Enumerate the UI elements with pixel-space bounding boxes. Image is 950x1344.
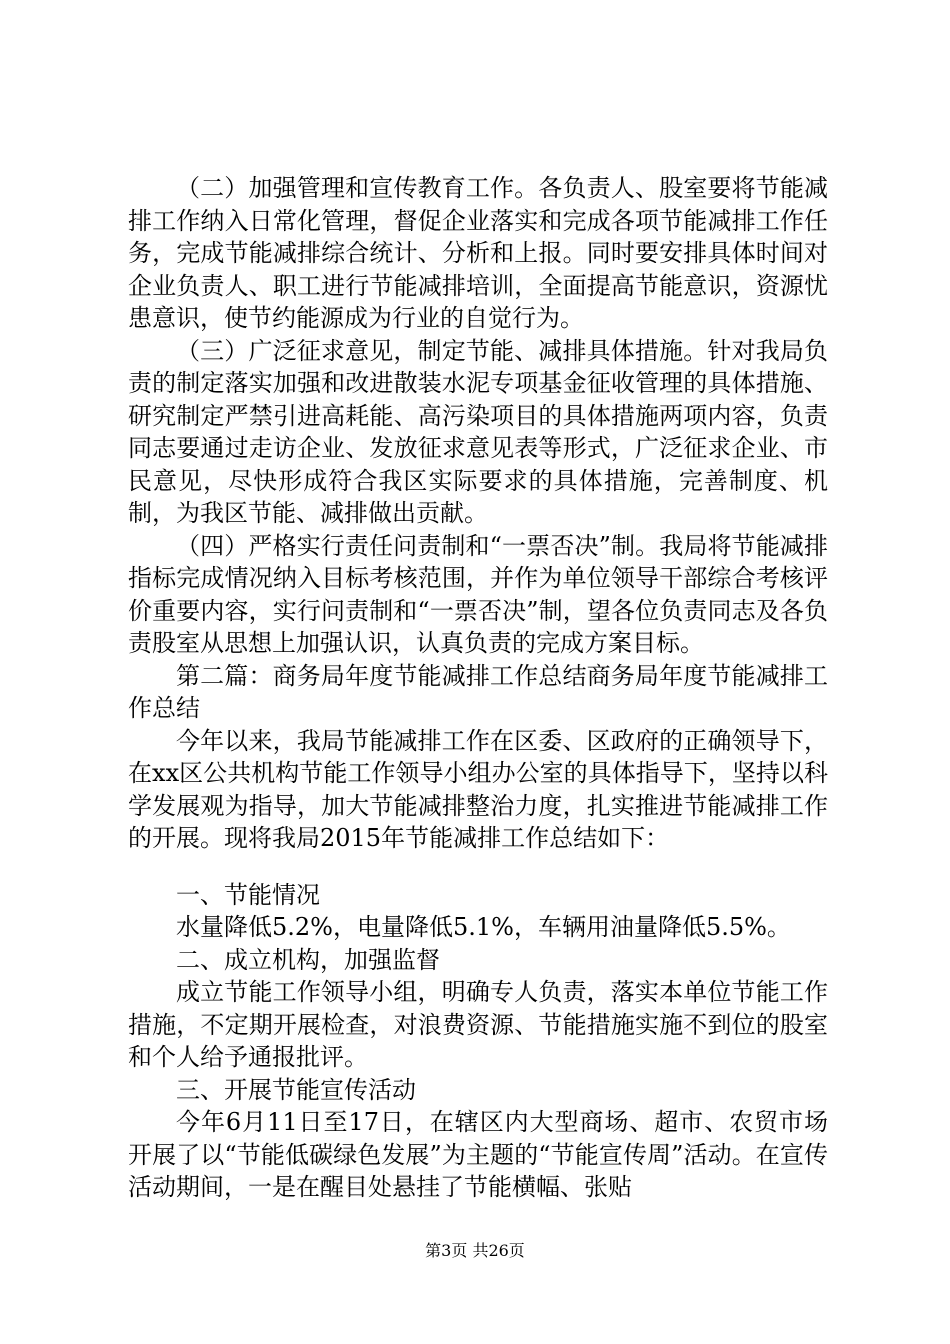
paragraph-introduction: 今年以来，我局节能减排工作在区委、区政府的正确领导下，在xx区公共机构节能工作领导小组办公室的具体指导下，坚持以科学发展观为指导，加大节能减排整治力度，扎实推进节能减排工作的开展。现将我局2015年节能减排工作总结如下：	[128, 726, 828, 852]
section-heading-second-article: 第二篇：商务局年度节能减排工作总结商务局年度节能减排工作总结	[128, 661, 828, 722]
paragraph-organization: 成立节能工作领导小组，明确专人负责，落实本单位节能工作措施，不定期开展检查，对浪费资源、节能措施实施不到位的股室和个人给予通报批评。	[128, 978, 828, 1071]
heading-establish-organization: 二、成立机构，加强监督	[176, 945, 440, 974]
heading-energy-saving: 一、节能情况	[176, 880, 320, 909]
page-footer	[0, 1240, 950, 1262]
paragraph-energy-figures: 水量降低5.2%，电量降低5.1%，车辆用油量降低5.5%。	[176, 913, 791, 941]
paragraph-accountability: （四）严格实行责任问责制和“一票否决”制。我局将节能减排指标完成情况纳入目标考核范围，并作为单位领导干部综合考核评价重要内容，实行问责制和“一票否决”制，望各位负责同志及各负责股室从思想上加强认识，认真负责的完成方案目标。	[128, 531, 828, 657]
paragraph-publicity-week: 今年6月11日至17日，在辖区内大型商场、超市、农贸市场开展了以“节能低碳绿色发展”为主题的“节能宣传周”活动。在宣传活动期间，一是在醒目处悬挂了节能横幅、张贴	[128, 1108, 828, 1201]
paragraph-management-education: （二）加强管理和宣传教育工作。各负责人、股室要将节能减排工作纳入日常化管理，督促企业落实和完成各项节能减排工作任务，完成节能减排综合统计、分析和上报。同时要安排具体时间对企业负责人、职工进行节能减排培训，全面提高节能意识，资源忧患意识，使节约能源成为行业的自觉行为。	[128, 174, 828, 332]
paragraph-solicit-opinions: （三）广泛征求意见，制定节能、减排具体措施。针对我局负责的制定落实加强和改进散装水泥专项基金征收管理的具体措施、研究制定严禁引进高耗能、高污染项目的具体措施两项内容，负责同志要通过走访企业、发放征求意见表等形式，广泛征求企业、市民意见，尽快形成符合我区实际要求的具体措施，完善制度、机制，为我区节能、减排做出贡献。	[128, 336, 828, 527]
paragraph-spacer	[128, 855, 828, 879]
page-number: 第3页 共26页	[425, 1241, 525, 1260]
document-body	[128, 172, 828, 1204]
heading-publicity-activities: 三、开展节能宣传活动	[176, 1075, 416, 1104]
